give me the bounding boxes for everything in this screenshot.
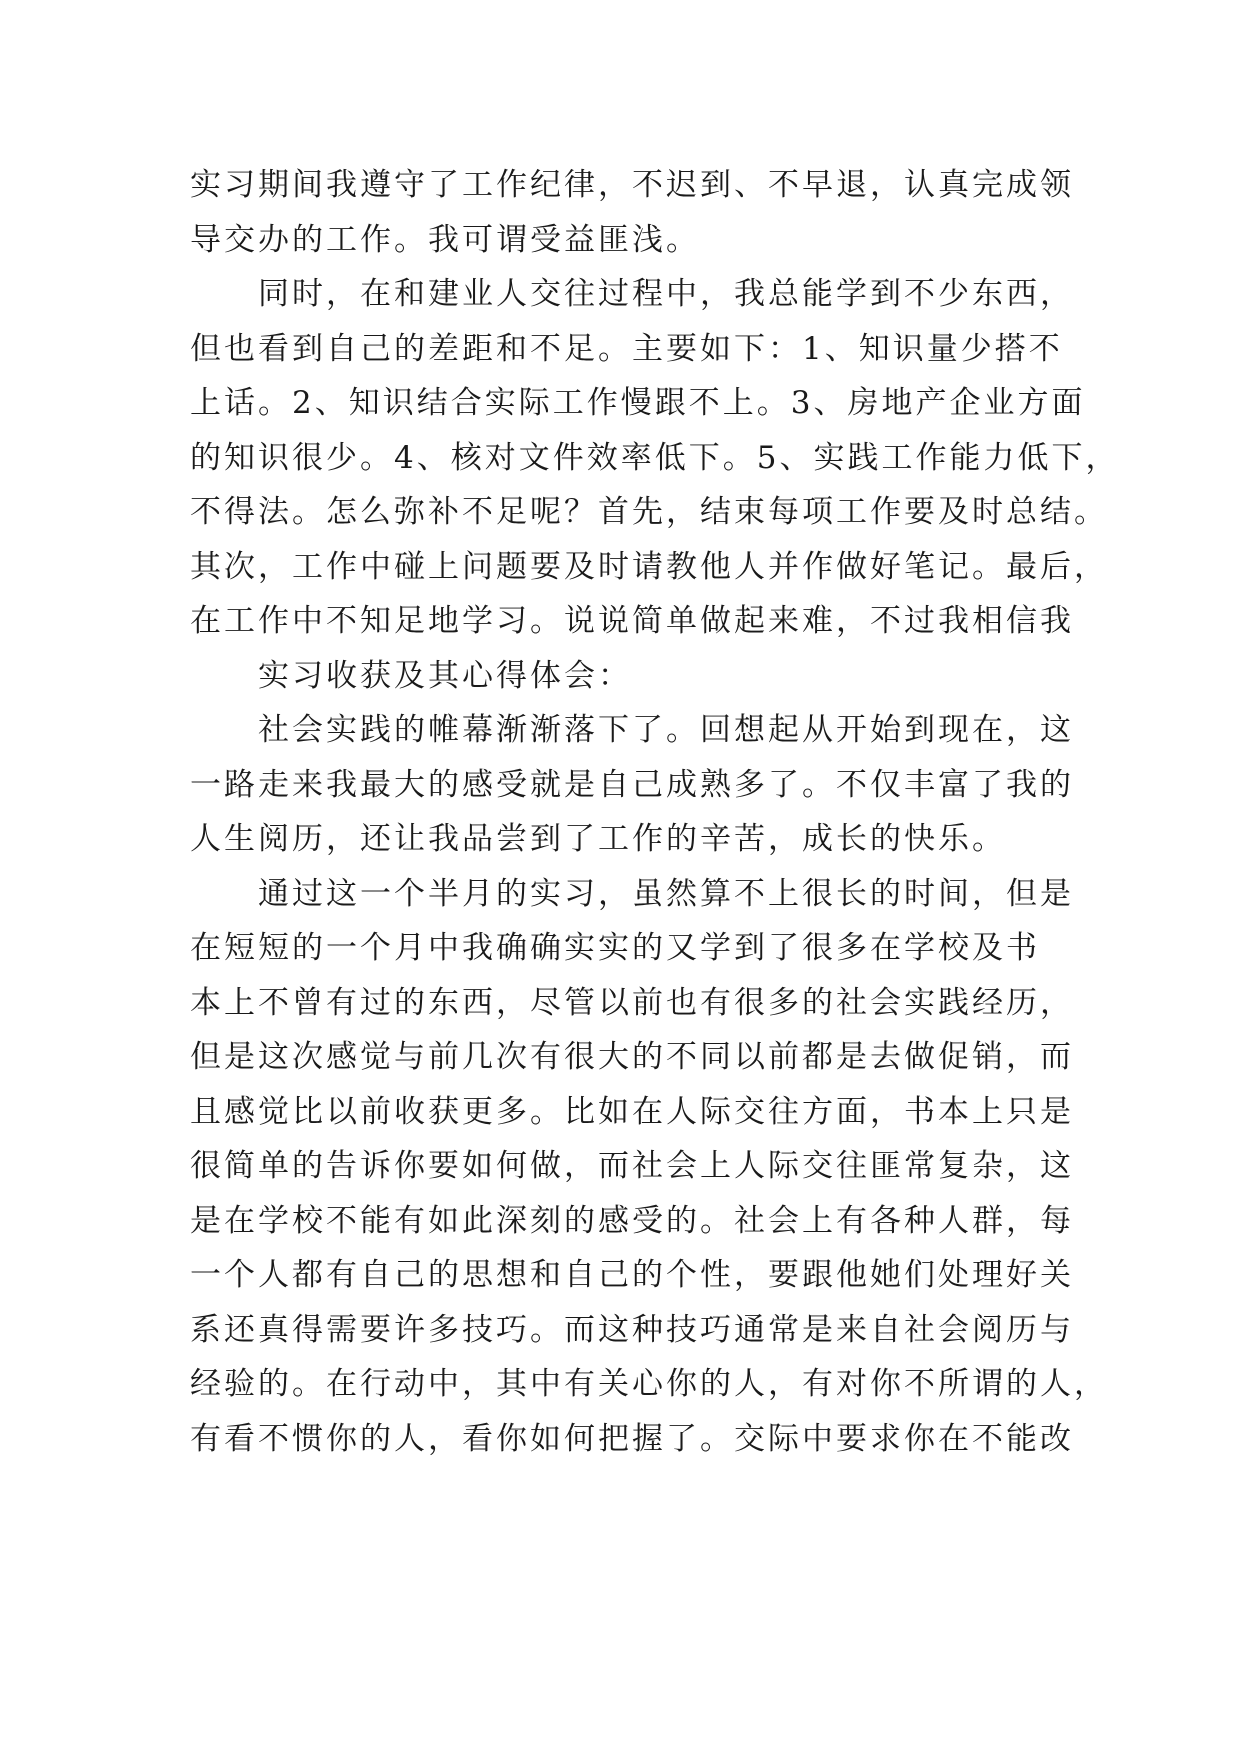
text-line: 系还真得需要许多技巧。而这种技巧通常是来自社会阅历与 (190, 1311, 1074, 1348)
text-line: 实习期间我遵守了工作纪律，不迟到、不早退，认真完成领 (190, 167, 1074, 203)
text-line: 一个人都有自己的思想和自己的个性，要跟他她们处理好关 (190, 1257, 1074, 1293)
text-line: 通过这一个半月的实习，虽然算不上很长的时间，但是 (258, 875, 1074, 912)
text-line: 社会实践的帷幕渐渐落下了。回想起从开始到现在，这 (258, 712, 1074, 748)
text-line: 同时，在和建业人交往过程中，我总能学到不少东西， (258, 276, 1074, 312)
text-line: 本上不曾有过的东西，尽管以前也有很多的社会实践经历， (190, 984, 1074, 1021)
text-line: 在短短的一个月中我确确实实的又学到了很多在学校及书 (190, 930, 1040, 966)
text-line: 实习收获及其心得体会： (258, 657, 632, 694)
text-line: 经验的。在行动中，其中有关心你的人，有对你不所谓的人， (190, 1366, 1108, 1402)
text-line: 很简单的告诉你要如何做，而社会上人际交往匪常复杂，这 (190, 1148, 1074, 1184)
text-line: 不得法。怎么弥补不足呢？首先，结束每项工作要及时总结。 (190, 494, 1108, 530)
text-line: 的知识很少。4、核对文件效率低下。5、实践工作能力低下， (190, 439, 1120, 476)
text-line: 且感觉比以前收获更多。比如在人际交往方面，书本上只是 (190, 1093, 1074, 1130)
text-line: 人生阅历，还让我品尝到了工作的辛苦，成长的快乐。 (190, 821, 1006, 857)
text-line: 上话。2、知识结合实际工作慢跟不上。3、房地产企业方面 (190, 385, 1086, 421)
text-line: 在工作中不知足地学习。说说简单做起来难，不过我相信我 (190, 603, 1074, 639)
text-line: 但是这次感觉与前几次有很大的不同以前都是去做促销，而 (190, 1039, 1074, 1075)
text-line: 但也看到自己的差距和不足。主要如下：1、知识量少搭不 (190, 330, 1063, 367)
text-line: 有看不惯你的人，看你如何把握了。交际中要求你在不能改 (190, 1420, 1074, 1457)
body-text (190, 162, 1120, 1470)
text-line: 其次，工作中碰上问题要及时请教他人并作做好笔记。最后， (190, 548, 1108, 585)
text-line: 是在学校不能有如此深刻的感受的。社会上有各种人群，每 (190, 1202, 1074, 1239)
text-line: 一路走来我最大的感受就是自己成熟多了。不仅丰富了我的 (190, 766, 1074, 803)
text-line: 导交办的工作。我可谓受益匪浅。 (190, 221, 700, 258)
